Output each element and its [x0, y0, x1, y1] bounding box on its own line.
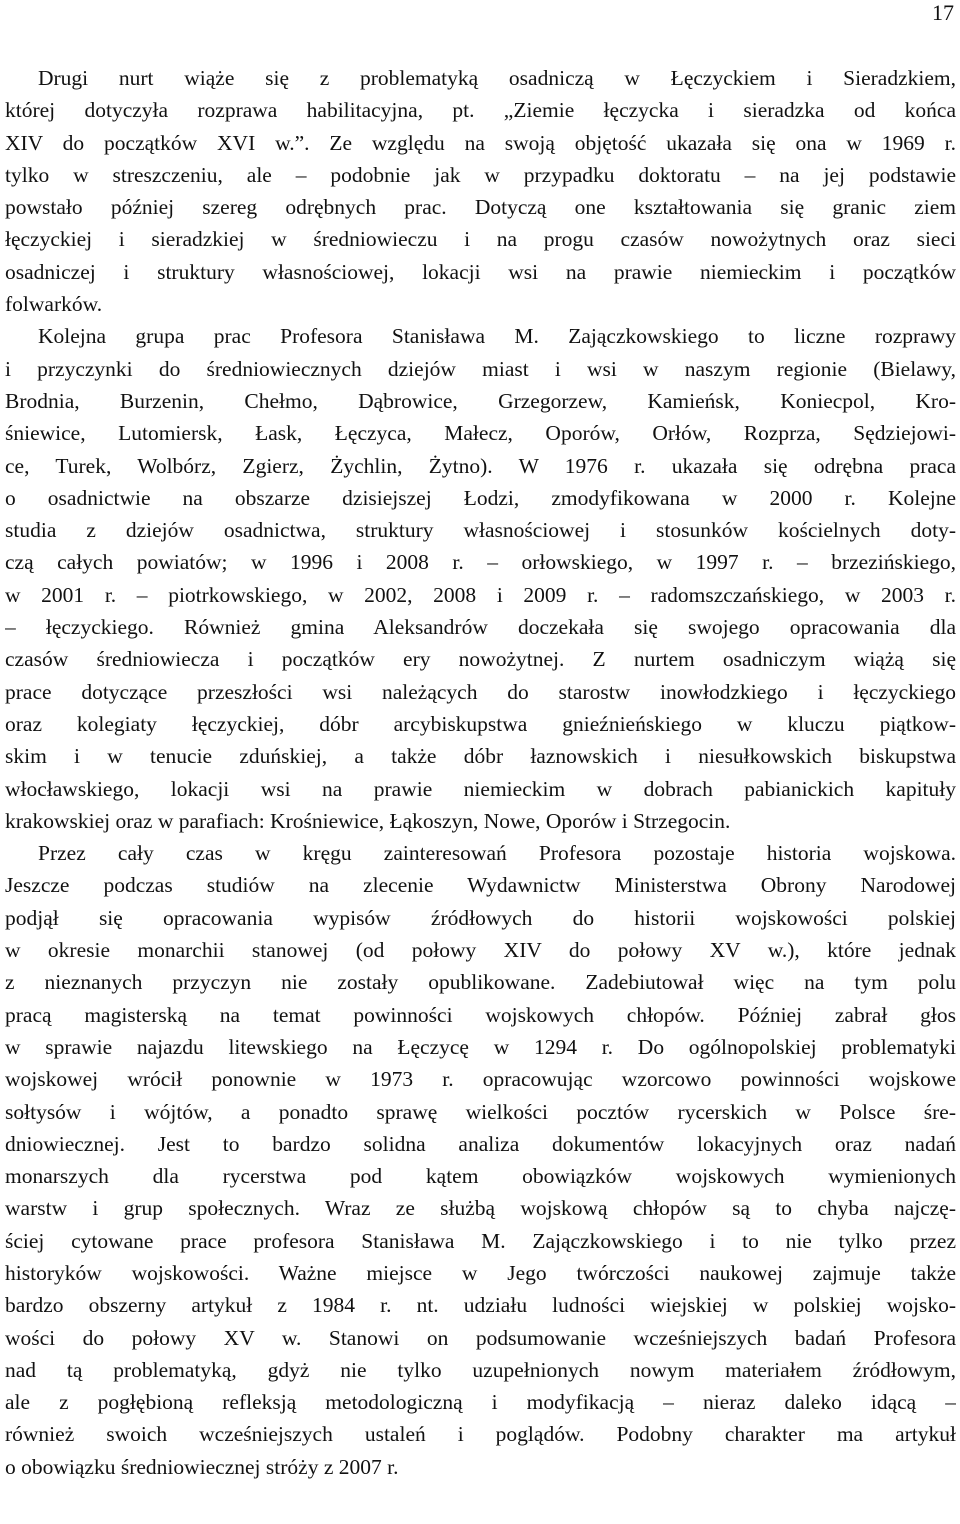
text-line: XIV do początków XVI w.”. Ze względu na swoją objętość ukazała się ona w 1969 r. [5, 130, 956, 155]
text-line: oraz kolegiaty łęczyckiej, dóbr arcybiskupstwa gnieźnieńskiego w kluczu piątkow- [5, 711, 956, 736]
text-line: ce, Turek, Wolbórz, Zgierz, Żychlin, Żytno). W 1976 r. ukazała się odrębna praca [5, 453, 956, 478]
text-line: monarszych dla rycerstwa pod kątem obowiązków wojskowych wymienionych [5, 1164, 956, 1189]
text-line: włocławskiego, lokacji wsi na prawie niemieckim w dobrach pabianickich kapituły [5, 776, 956, 801]
text-line: Drugi nurt wiąże się z problematyką osadniczą w Łęczyckiem i Sieradzkiem, [38, 66, 956, 90]
text-line: której dotyczyła rozprawa habilitacyjna, pt. „Ziemie łęczycka i sieradzka od końca [5, 98, 956, 123]
text-line: o osadnictwie na obszarze dzisiejszej Łodzi, zmodyfikowana w 2000 r. Kolejne [5, 485, 956, 510]
text-line: nad tą problematyką, gdyż nie tylko uzupełnionych nowym materiałem źródłowym, [5, 1357, 956, 1382]
text-line: – łęczyckiego. Również gmina Aleksandrów doczekała się swojego opracowania dla [5, 615, 956, 640]
text-line: śniewice, Lutomiersk, Łask, Łęczyca, Małecz, Oporów, Orłów, Rozprza, Sędziejowi- [5, 421, 956, 446]
text-line: i przyczynki do średniowiecznych dziejów miast i wsi w naszym regionie (Bielawy, [5, 356, 956, 381]
text-line: studia z dziejów osadnictwa, struktury własnościowej i stosunków kościelnych doty- [5, 518, 956, 543]
text-line: historyków wojskowości. Ważne miejsce w Jego twórczości naukowej zajmuje także [5, 1260, 956, 1285]
text-line: krakowskiej oraz w parafiach: Krośniewice, Łąkoszyn, Nowe, Oporów i Strzegocin. [5, 808, 731, 833]
text-line: z nieznanych przyczyn nie zostały opublikowane. Zadebiutował więc na tym polu [5, 970, 956, 995]
text-line: Przez cały czas w kręgu zainteresowań Profesora pozostaje historia wojskowa. [38, 841, 956, 866]
text-line: Jeszcze podczas studiów na zlecenie Wydawnictw Ministerstwa Obrony Narodowej [5, 873, 956, 898]
text-line: czasów średniowiecza i początków ery nowożytnej. Z nurtem osadniczym wiążą się [5, 647, 956, 672]
text-line: w okresie monarchii stanowej (od połowy XIV do połowy XV w.), które jednak [5, 938, 956, 963]
text-line: wości do połowy XV w. Stanowi on podsumowanie wcześniejszych badań Profesora [5, 1325, 956, 1350]
text-line: w 2001 r. – piotrkowskiego, w 2002, 2008 i 2009 r. – radomszczańskiego, w 2003 r. [5, 582, 956, 607]
text-line: osadniczej i struktury własnościowej, lokacji wsi na prawie niemieckim i początków [5, 259, 956, 284]
body-text [5, 62, 956, 1483]
text-line: czą całych powiatów; w 1996 i 2008 r. – orłowskiego, w 1997 r. – brzezińskiego, [5, 550, 956, 575]
text-line: bardzo obszerny artykuł z 1984 r. nt. udziału ludności wiejskiej w polskiej wojsko- [5, 1293, 956, 1318]
text-line: łęczyckiej i sieradzkiej w średniowieczu i na progu czasów nowożytnych oraz sieci [5, 227, 956, 252]
text-line: podjął się opracowania wypisów źródłowych do historii wojskowości polskiej [5, 905, 956, 930]
text-line: wojskowej wrócił ponownie w 1973 r. opracowując wzorcowo powinności wojskowe [5, 1067, 956, 1092]
text-line: Brodnia, Burzenin, Chełmo, Dąbrowice, Grzegorzew, Kamieńsk, Koniecpol, Kro- [5, 388, 956, 413]
text-line: warstw i grup społecznych. Wraz ze służbą wojskową chłopów są to chyba najczę- [5, 1196, 956, 1221]
text-line: dniowiecznej. Jest to bardzo solidna analiza dokumentów lokacyjnych oraz nadań [5, 1131, 956, 1156]
text-line: pracą magisterską na temat powinności wojskowych chłopów. Później zabrał głos [5, 1002, 956, 1027]
text-line: również swoich wcześniejszych ustaleń i poglądów. Podobny charakter ma artykuł [5, 1422, 956, 1447]
text-line: folwarków. [5, 292, 103, 317]
page-number: 17 [932, 0, 954, 25]
text-line: powstało później szereg odrębnych prac. Dotyczą one kształtowania się granic ziem [5, 195, 956, 220]
text-line: Kolejna grupa prac Profesora Stanisława M. Zajączkowskiego to liczne rozprawy [38, 324, 956, 349]
text-line: prace dotyczące przeszłości wsi należących do starostw inowłodzkiego i łęczyckiego [5, 679, 956, 704]
text-line: w sprawie najazdu litewskiego na Łęczycę w 1294 r. Do ogólnopolskiej problematyki [5, 1034, 956, 1059]
text-line: ściej cytowane prace profesora Stanisława M. Zajączkowskiego i to nie tylko przez [5, 1228, 956, 1253]
text-line: tylko w streszczeniu, ale – podobnie jak w przypadku doktoratu – na jej podstawie [5, 162, 956, 187]
text-line: sołtysów i wójtów, a ponadto sprawę wielkości pocztów rycerskich w Polsce śre- [5, 1099, 956, 1124]
text-line: o obowiązku średniowiecznej stróży z 2007 r. [5, 1454, 399, 1479]
text-line: skim i w tenucie zduńskiej, a także dóbr łaznowskich i niesułkowskich biskupstwa [5, 744, 956, 769]
text-line: ale z pogłębioną refleksją metodologiczną i modyfikacją – nieraz daleko idącą – [5, 1390, 956, 1415]
